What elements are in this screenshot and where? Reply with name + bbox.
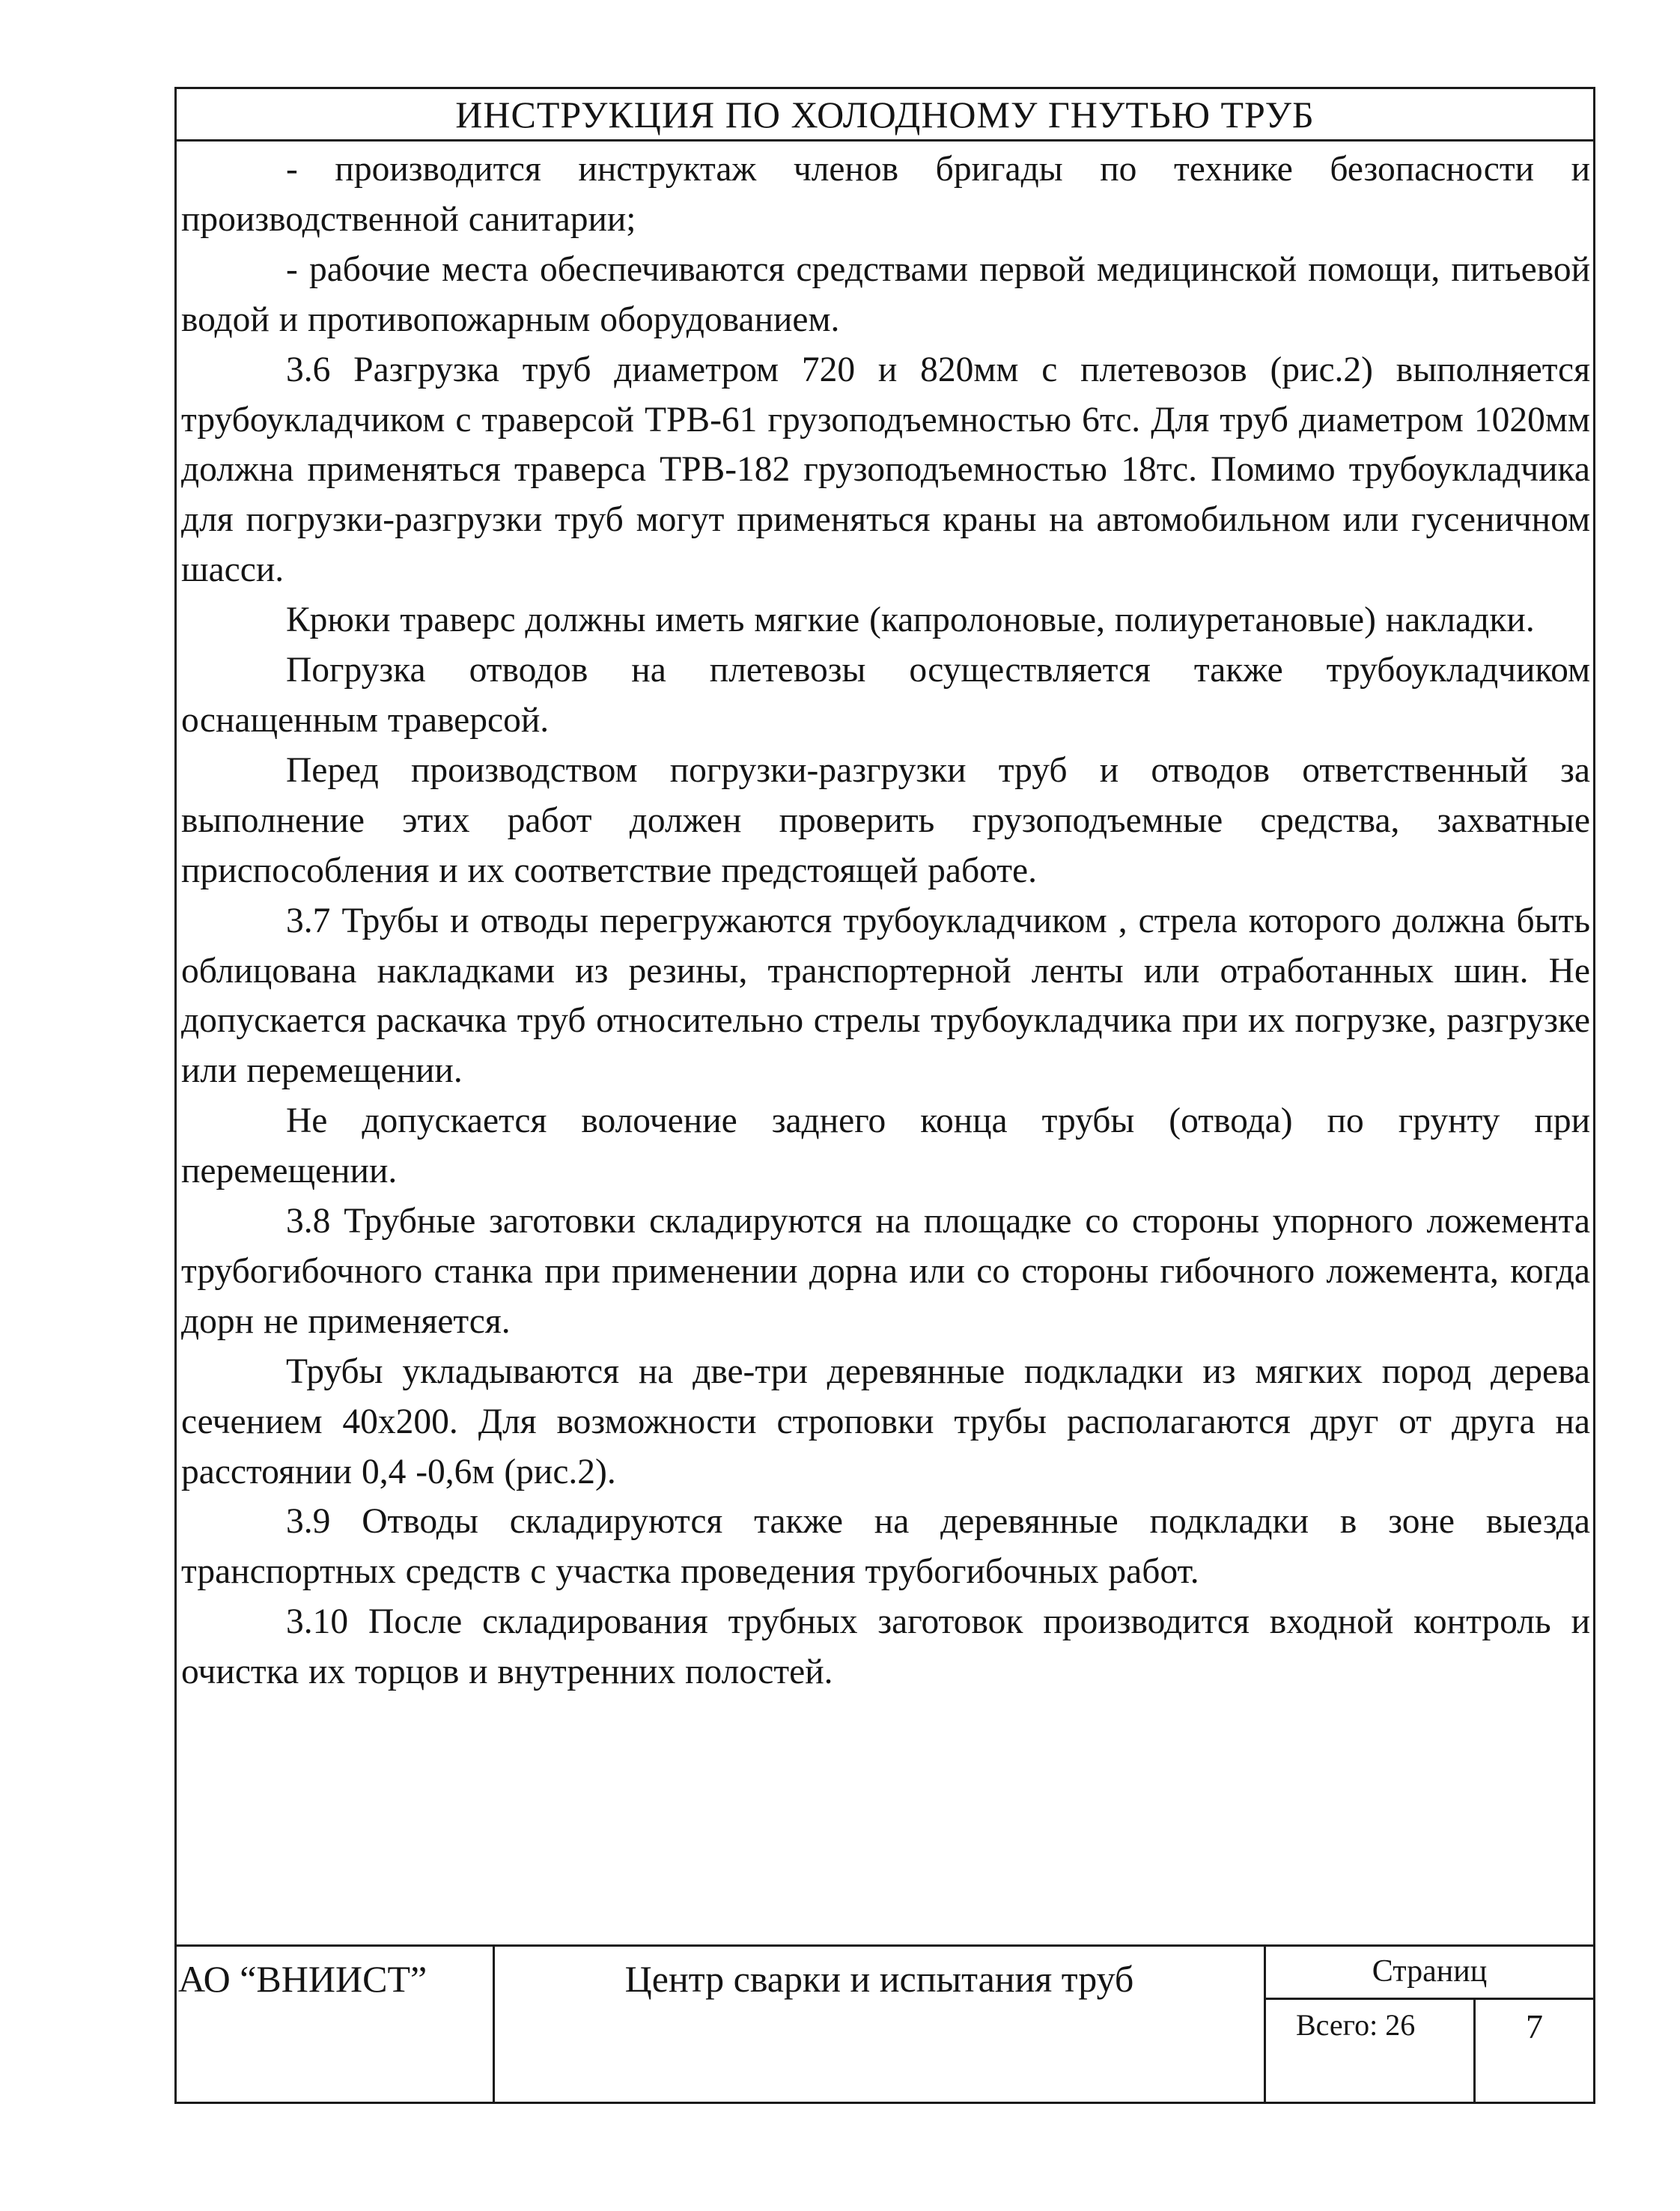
- pages-label: Страниц: [1266, 1947, 1593, 2000]
- paragraph-supports: Трубы укладываются на две-три деревянные подкладки из мягких пород дерева сечением 40х200. Для возможности строповки трубы располагаются друг от друга на расстоянии 0,4 -0,6м (рис.2).: [181, 1351, 1590, 1491]
- paragraph-3-10-inspection: 3.10 После складирования трубных заготовок производится входной контроль и очистка их торцов и внутренних полостей.: [181, 1602, 1590, 1692]
- page-number: 7: [1526, 2007, 1543, 2046]
- paragraph-3-8-storage: 3.8 Трубные заготовки складируются на площадке со стороны упорного ложемента трубогибочного станка при применении дорна или со стороны гибочного ложемента, когда дорн не применяется.: [181, 1202, 1590, 1341]
- paragraph-no-dragging: Не допускается волочение заднего конца трубы (отвода) по грунту при перемещении.: [181, 1101, 1590, 1191]
- title-block: [177, 1944, 1593, 2102]
- document-header: ИНСТРУКЦИЯ ПО ХОЛОДНОМУ ГНУТЬЮ ТРУБ: [177, 89, 1593, 142]
- paragraph-loading-bends: Погрузка отводов на плетевозы осуществляется также трубоукладчиком оснащенным траверсой.: [181, 651, 1590, 740]
- paragraph-3-7-reloading: 3.7 Трубы и отводы перегружаются трубоукладчиком , стрела которого должна быть облицована накладками из резины, транспортерной ленты или отработанных шин. Не допускается раскачка труб относительно стрелы трубоукладчика при их погрузке, разгрузке или перемещении.: [181, 901, 1590, 1091]
- paragraph-3-6-unloading: 3.6 Разгрузка труб диаметром 720 и 820мм с плетевозов (рис.2) выполняется трубоукладчиком с траверсой ТРВ-61 грузоподъемностью 6тс. Для труб диаметром 1020мм должна применяться траверса ТРВ-182 грузоподъемностью 18тс. Помимо трубоукладчика для погрузки-разгрузки труб могут применяться краны на автомобильном или гусеничном шасси.: [181, 350, 1590, 590]
- paragraph-safety-briefing: - производится инструктаж членов бригады по технике безопасности и производственной санитарии;: [181, 150, 1590, 239]
- total-pages: Всего: 26: [1266, 2000, 1476, 2102]
- paragraph-hooks: Крюки траверс должны иметь мягкие (капролоновые, полиуретановые) накладки.: [286, 600, 1535, 640]
- paragraph-inspection-before-loading: Перед производством погрузки-разгрузки труб и отводов ответственный за выполнение этих работ должен проверить грузоподъемные средства, захватные приспособления и их соответствие предстоящей работе.: [181, 750, 1590, 890]
- department-name: Центр сварки и испытания труб: [495, 1947, 1266, 2102]
- paragraph-3-9-bends-storage: 3.9 Отводы складируются также на деревянные подкладки в зоне выезда транспортных средств с участка проведения трубогибочных работ.: [181, 1502, 1590, 1592]
- document-frame: [174, 87, 1595, 2104]
- paragraph-first-aid: - рабочие места обеспечиваются средствами первой медицинской помощи, питьевой водой и противопожарным оборудованием.: [181, 249, 1590, 339]
- document-body: [177, 142, 1598, 1697]
- organization-name: АО “ВНИИСТ”: [177, 1947, 495, 2102]
